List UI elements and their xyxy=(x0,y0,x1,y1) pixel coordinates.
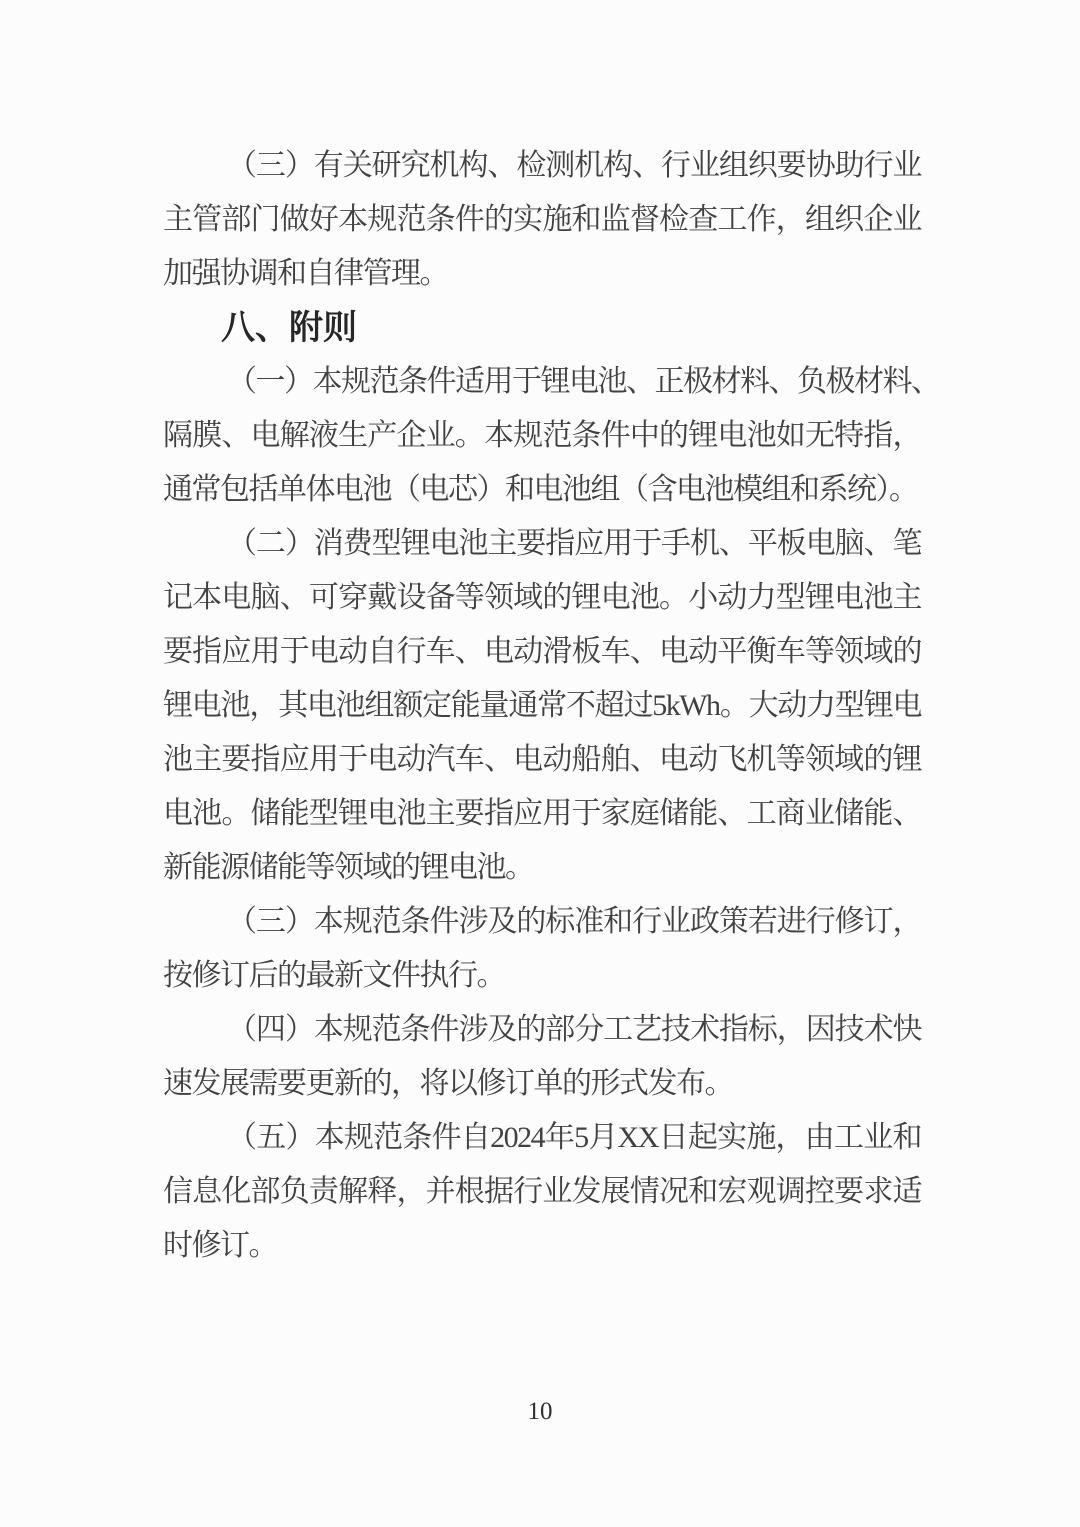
paragraph-clause-3-supervision xyxy=(163,139,921,301)
paragraph-appendix-2-definitions xyxy=(163,517,921,895)
text-line: 要指应用于电动自行车、电动滑板车、电动平衡车等领域的 xyxy=(163,635,921,668)
page-number: 10 xyxy=(527,1398,553,1425)
text-line: 主管部门做好本规范条件的实施和监督检查工作，组织企业 xyxy=(163,203,921,236)
text-line: （四）本规范条件涉及的部分工艺技术指标，因技术快 xyxy=(227,1013,921,1046)
text-line: （一）本规范条件适用于锂电池、正极材料、负极材料、 xyxy=(227,365,940,398)
section-heading-text: 八、附则 xyxy=(221,309,357,347)
text-line: 信息化部负责解释，并根据行业发展情况和宏观调控要求适 xyxy=(163,1175,921,1208)
text-line: 速发展需要更新的，将以修订单的形式发布。 xyxy=(163,1067,733,1100)
text-line: 新能源储能等领域的锂电池。 xyxy=(163,851,534,884)
paragraph-appendix-1-scope xyxy=(163,355,940,517)
paragraph-appendix-5-effective-date xyxy=(163,1111,921,1273)
text-line: 按修订后的最新文件执行。 xyxy=(163,959,505,992)
text-line: 锂电池，其电池组额定能量通常不超过5kWh。大动力型锂电 xyxy=(163,689,921,722)
text-line: 时修订。 xyxy=(163,1229,277,1262)
text-line: （二）消费型锂电池主要指应用于手机、平板电脑、笔 xyxy=(227,527,921,560)
text-line: （三）有关研究机构、检测机构、行业组织要协助行业 xyxy=(227,149,921,182)
text-line: 池主要指应用于电动汽车、电动船舶、电动飞机等领域的锂 xyxy=(163,743,921,776)
section-heading-appendix xyxy=(163,301,921,355)
text-line: （五）本规范条件自2024年5月XX日起实施，由工业和 xyxy=(227,1121,921,1154)
text-line: 电池。储能型锂电池主要指应用于家庭储能、工商业储能、 xyxy=(163,797,921,830)
text-line: 通常包括单体电池（电芯）和电池组（含电池模组和系统）。 xyxy=(163,473,918,506)
text-line: 记本电脑、可穿戴设备等领域的锂电池。小动力型锂电池主 xyxy=(163,581,921,614)
text-line: 加强协调和自律管理。 xyxy=(163,257,448,290)
paragraph-appendix-4-tech-indicators xyxy=(163,1003,921,1111)
document-content xyxy=(163,139,940,1273)
paragraph-appendix-3-standards-revision xyxy=(163,895,921,1003)
text-line: 隔膜、电解液生产企业。本规范条件中的锂电池如无特指， xyxy=(163,419,921,452)
text-line: （三）本规范条件涉及的标准和行业政策若进行修订， xyxy=(227,905,921,938)
